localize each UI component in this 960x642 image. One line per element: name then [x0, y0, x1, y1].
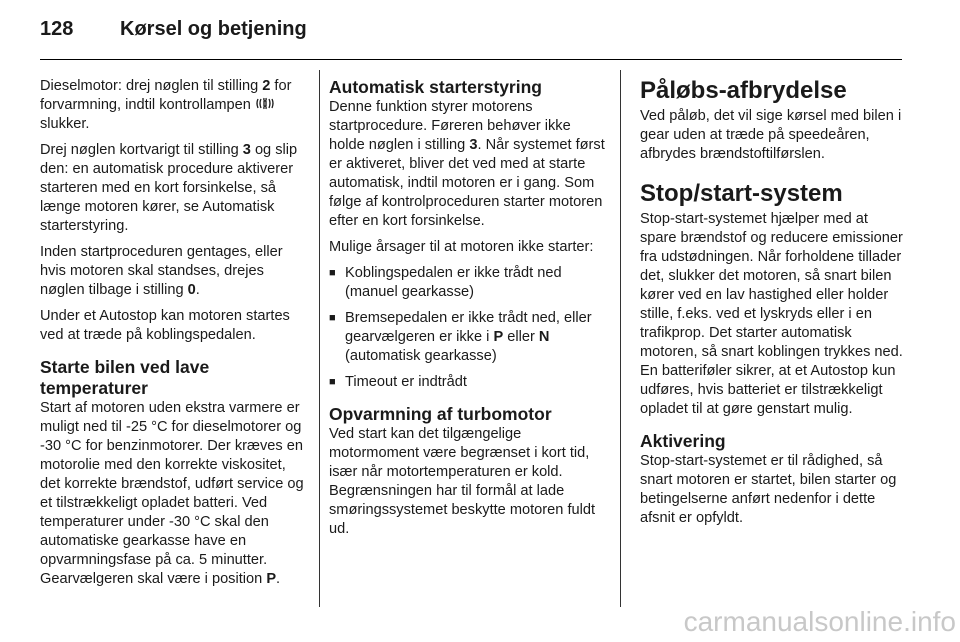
heading-activation: Aktivering [640, 431, 726, 451]
chapter-title: Kørsel og betjening [120, 18, 307, 40]
paragraph-reasons-intro: Mulige årsager til at motoren ikke starter: [329, 239, 594, 255]
list-item-brake: ■ Bremsepedalen er ikke trådt ned, eller gearvælgeren er ikke i P eller N (automatisk gearkasse) [329, 309, 605, 366]
column-2 [329, 77, 605, 546]
page-number: 128 [40, 18, 74, 40]
paragraph-turn-key: Drej nøglen kortvarigt til stilling 3 og slip den: en automatisk procedure aktiverer starteren med en kort forsinkelse, så længe motoren kører, se Automatisk starterstyring. [40, 142, 298, 234]
list-item-clutch: ■ Koblingspedalen er ikke trådt ned (manuel gearkasse) [329, 264, 605, 302]
heading-stop-start-system: Stop/start-system [640, 180, 843, 207]
heading-low-temperature-start: Starte bilen ved lave temperaturer [40, 357, 210, 398]
column-3 [640, 77, 906, 535]
paragraph-turbo: Ved start kan det tilgængelige motormoment være begrænset i kort tid, især når motortemperaturen er kold. Begrænsningen har til formål at lade smøringssystemet beskytte motoren fuldt ud. [329, 426, 596, 537]
paragraph-overrun: Ved påløb, det vil sige kørsel med bilen i gear uden at træde på speedeåren, afbrydes brændstoftilførslen. [640, 108, 902, 162]
column-divider-2 [620, 70, 621, 607]
header-rule [40, 59, 902, 60]
paragraph-activation: Stop-start-systemet er til rådighed, så snart motoren er startet, bilen starter og betingelserne anført nedenfor i dette afsnit er opfyldt. [640, 453, 897, 526]
paragraph-autostop: Under et Autostop kan motoren startes ved at træde på koblingspedalen. [40, 308, 290, 343]
heading-overrun-cutoff: Påløbs-afbrydelse [640, 77, 847, 104]
paragraph-low-temperature: Start af motoren uden ekstra varmere er muligt ned til -25 °C for dieselmotorer og -30 °C for benzinmotorer. Der kræves en motorolie med den korrekte viskositet, det korrekte brændstof, udført service og et tilstrækkeligt opladet batteri. Ved temperaturer under -30 °C skal den automatiske gearkasse have en opvarmningsfase på ca. 5 minutter. Gearvælgeren skal være i position P. [40, 400, 304, 587]
heading-automatic-starter: Automatisk starterstyring [329, 77, 542, 97]
glow-plug-icon [255, 97, 275, 110]
paragraph-diesel-preheat: Dieselmotor: drej nøglen til stilling 2 for forvarmning, indtil kontrollampen slukker. [40, 78, 292, 132]
list-item-timeout: ■ Timeout er indtrådt [329, 373, 605, 392]
watermark: carmanualsonline.info [683, 606, 956, 637]
paragraph-repeat-start: Inden startproceduren gentages, eller hvis motoren skal standses, drejes nøglen tilbage i stilling 0. [40, 244, 283, 298]
paragraph-starter-function: Denne funktion styrer motorens startprocedure. Føreren behøver ikke holde nøglen i stilling 3. Når systemet først er aktiveret, bliver det ved med at starte automatisk, indtil motoren er i gang. Som følge af kontrolproceduren starter motoren efter en kort forsinkelse. [329, 99, 605, 229]
column-divider-1 [319, 70, 320, 607]
column-1 [40, 77, 305, 596]
heading-turbo-warmup: Opvarmning af turbomotor [329, 404, 552, 424]
paragraph-stop-start: Stop-start-systemet hjælper med at spare brændstof og reducere emissioner fra udstødningen. Når forholdene tillader det, slukker det motoren, så snart bilen kører ved en lav hastighed eller holder stille, f.eks. ved et lyskryds eller i en trafikprop. Det starter automatisk motoren, så snart koblingen trykkes ned. En batteriføler sikrer, at et Autostop kun udføres, hvis batteriet er tilstrækkeligt opladet til at gøre genstart mulig. [640, 211, 903, 417]
